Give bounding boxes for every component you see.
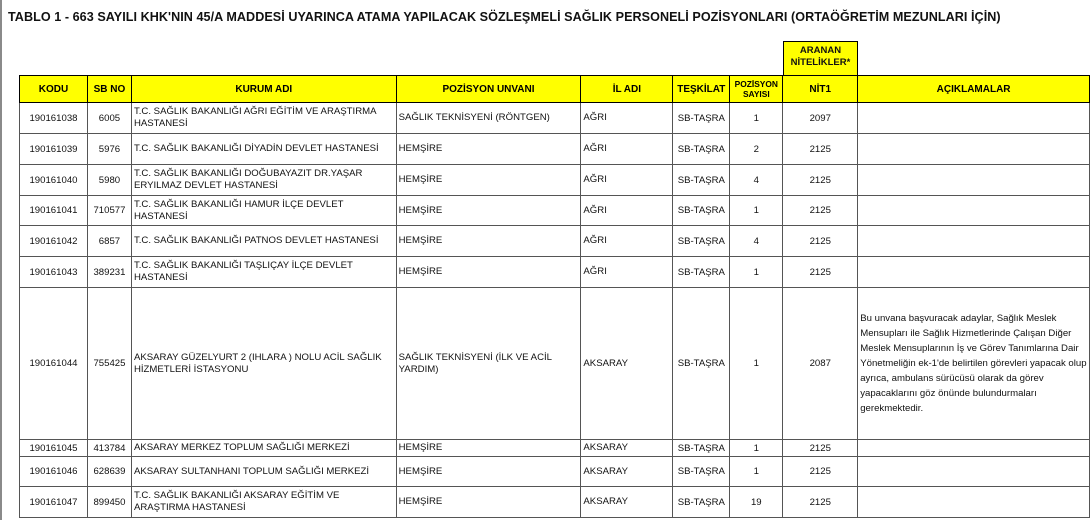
cell-aciklama	[858, 196, 1090, 226]
aranan-label: ARANAN	[799, 45, 842, 56]
cell-kurum: AKSARAY SULTANHANI TOPLUM SAĞLIĞI MERKEZİ	[131, 457, 396, 487]
table-row	[20, 134, 1090, 165]
cell-nit1: 2125	[783, 457, 858, 487]
cell-il: AĞRI	[581, 165, 673, 196]
cell-unvan: SAĞLIK TEKNİSYENİ (RÖNTGEN)	[396, 103, 581, 134]
cell-nit1: 2097	[783, 103, 858, 134]
table-row	[20, 457, 1090, 487]
cell-teskilat: SB-TAŞRA	[673, 288, 730, 440]
cell-sayi: 1	[730, 457, 783, 487]
cell-teskilat: SB-TAŞRA	[673, 165, 730, 196]
cell-kurum: T.C. SAĞLIK BAKANLIĞI HAMUR İLÇE DEVLET HASTANESİ	[131, 196, 396, 226]
cell-sayi: 1	[730, 103, 783, 134]
cell-kodu: 190161040	[20, 165, 88, 196]
cell-teskilat: SB-TAŞRA	[673, 226, 730, 257]
cell-il: AKSARAY	[581, 288, 673, 440]
cell-kurum: AKSARAY MERKEZ TOPLUM SAĞLIĞI MERKEZİ	[131, 440, 396, 457]
col-nit1: NİT1	[783, 76, 858, 103]
cell-aciklama	[858, 134, 1090, 165]
col-il-adi: İL ADI	[581, 76, 673, 103]
cell-teskilat: SB-TAŞRA	[673, 457, 730, 487]
table-row	[20, 196, 1090, 226]
cell-sb-no: 6005	[87, 103, 131, 134]
header-row	[20, 76, 1090, 103]
cell-kurum: AKSARAY GÜZELYURT 2 (IHLARA ) NOLU ACİL SAĞLIK HİZMETLERİ İSTASYONU	[131, 288, 396, 440]
cell-kodu: 190161041	[20, 196, 88, 226]
cell-kodu: 190161043	[20, 257, 88, 288]
nitelikler-label: NİTELİKLER*	[790, 57, 851, 68]
cell-kodu: 190161039	[20, 134, 88, 165]
cell-aciklama: Bu unvana başvuracak adaylar, Sağlık Meslek Mensupları ile Sağlık Hizmetlerinde Çalışan Diğer Meslek Mensuplarının İş ve Görev Tanımlarına Dair Yönetmeliğin ek-1'de belirtilen görevleri yapacak olup ayrıca, ambulans sürücüsü olarak da görev yapacaklarını göz önünde bulundurmaları gerekmektedir.	[858, 288, 1090, 440]
cell-kurum: T.C. SAĞLIK BAKANLIĞI DOĞUBAYAZIT DR.YAŞAR ERYILMAZ DEVLET HASTANESİ	[131, 165, 396, 196]
cell-nit1: 2125	[783, 440, 858, 457]
cell-teskilat: SB-TAŞRA	[673, 487, 730, 518]
cell-sayi: 4	[730, 165, 783, 196]
col-pozisyon-sayisi	[730, 76, 783, 103]
col-sb-no: SB NO	[87, 76, 131, 103]
positions-table	[19, 75, 1090, 518]
cell-teskilat: SB-TAŞRA	[673, 257, 730, 288]
sayisi-label: SAYISI	[742, 89, 770, 99]
cell-kodu: 190161045	[20, 440, 88, 457]
cell-sayi: 19	[730, 487, 783, 518]
cell-kurum: T.C. SAĞLIK BAKANLIĞI PATNOS DEVLET HASTANESİ	[131, 226, 396, 257]
cell-aciklama	[858, 457, 1090, 487]
table-title: TABLO 1 - 663 SAYILI KHK'NIN 45/A MADDESİ UYARINCA ATAMA YAPILACAK SÖZLEŞMELİ SAĞLIK PERSONELİ POZİSYONLARI (ORTAÖĞRETİM MEZUNLARI İÇİN)	[8, 10, 1001, 24]
cell-nit1: 2125	[783, 196, 858, 226]
cell-aciklama	[858, 440, 1090, 457]
cell-teskilat: SB-TAŞRA	[673, 134, 730, 165]
cell-teskilat: SB-TAŞRA	[673, 103, 730, 134]
cell-sb-no: 413784	[87, 440, 131, 457]
col-kodu: KODU	[20, 76, 88, 103]
cell-nit1: 2087	[783, 288, 858, 440]
table-row	[20, 440, 1090, 457]
cell-aciklama	[858, 257, 1090, 288]
cell-il: AĞRI	[581, 196, 673, 226]
cell-il: AĞRI	[581, 257, 673, 288]
aranan-nitelikler-header	[783, 41, 858, 75]
cell-unvan: SAĞLIK TEKNİSYENİ (İLK VE ACİL YARDIM)	[396, 288, 581, 440]
cell-sb-no: 899450	[87, 487, 131, 518]
table-row	[20, 226, 1090, 257]
cell-kurum: T.C. SAĞLIK BAKANLIĞI AĞRI EĞİTİM VE ARAŞTIRMA HASTANESİ	[131, 103, 396, 134]
col-teskilat: TEŞKİLAT	[673, 76, 730, 103]
page-left-rule	[0, 0, 2, 520]
cell-sb-no: 5980	[87, 165, 131, 196]
cell-il: AKSARAY	[581, 457, 673, 487]
cell-il: AĞRI	[581, 103, 673, 134]
cell-il: AKSARAY	[581, 487, 673, 518]
cell-il: AĞRI	[581, 134, 673, 165]
cell-kodu: 190161046	[20, 457, 88, 487]
cell-sb-no: 755425	[87, 288, 131, 440]
cell-aciklama	[858, 226, 1090, 257]
cell-kodu: 190161047	[20, 487, 88, 518]
cell-sayi: 1	[730, 288, 783, 440]
cell-unvan: HEMŞİRE	[396, 257, 581, 288]
cell-nit1: 2125	[783, 226, 858, 257]
table-row	[20, 257, 1090, 288]
cell-unvan: HEMŞİRE	[396, 487, 581, 518]
col-pozisyon-unvani: POZİSYON UNVANI	[396, 76, 581, 103]
cell-teskilat: SB-TAŞRA	[673, 440, 730, 457]
cell-nit1: 2125	[783, 165, 858, 196]
col-aciklamalar: AÇIKLAMALAR	[858, 76, 1090, 103]
cell-sayi: 4	[730, 226, 783, 257]
pozisyon-label: POZİSYON	[734, 79, 778, 89]
cell-kurum: T.C. SAĞLIK BAKANLIĞI TAŞLIÇAY İLÇE DEVLET HASTANESİ	[131, 257, 396, 288]
table-row	[20, 487, 1090, 518]
cell-kurum: T.C. SAĞLIK BAKANLIĞI AKSARAY EĞİTİM VE ARAŞTIRMA HASTANESİ	[131, 487, 396, 518]
col-kurum-adi: KURUM ADI	[131, 76, 396, 103]
cell-sayi: 1	[730, 440, 783, 457]
cell-sb-no: 628639	[87, 457, 131, 487]
cell-nit1: 2125	[783, 487, 858, 518]
cell-unvan: HEMŞİRE	[396, 165, 581, 196]
cell-unvan: HEMŞİRE	[396, 440, 581, 457]
table-row	[20, 103, 1090, 134]
cell-kodu: 190161042	[20, 226, 88, 257]
cell-il: AĞRI	[581, 226, 673, 257]
cell-sayi: 1	[730, 196, 783, 226]
cell-sb-no: 710577	[87, 196, 131, 226]
cell-aciklama	[858, 103, 1090, 134]
cell-il: AKSARAY	[581, 440, 673, 457]
cell-aciklama	[858, 487, 1090, 518]
cell-unvan: HEMŞİRE	[396, 196, 581, 226]
cell-aciklama	[858, 165, 1090, 196]
cell-unvan: HEMŞİRE	[396, 457, 581, 487]
cell-kurum: T.C. SAĞLIK BAKANLIĞI DİYADİN DEVLET HASTANESİ	[131, 134, 396, 165]
cell-sb-no: 6857	[87, 226, 131, 257]
cell-teskilat: SB-TAŞRA	[673, 196, 730, 226]
cell-sb-no: 5976	[87, 134, 131, 165]
cell-nit1: 2125	[783, 134, 858, 165]
cell-sayi: 2	[730, 134, 783, 165]
cell-nit1: 2125	[783, 257, 858, 288]
cell-unvan: HEMŞİRE	[396, 226, 581, 257]
cell-unvan: HEMŞİRE	[396, 134, 581, 165]
cell-kodu: 190161044	[20, 288, 88, 440]
cell-sb-no: 389231	[87, 257, 131, 288]
table-row	[20, 288, 1090, 440]
cell-kodu: 190161038	[20, 103, 88, 134]
cell-sayi: 1	[730, 257, 783, 288]
table-row	[20, 165, 1090, 196]
